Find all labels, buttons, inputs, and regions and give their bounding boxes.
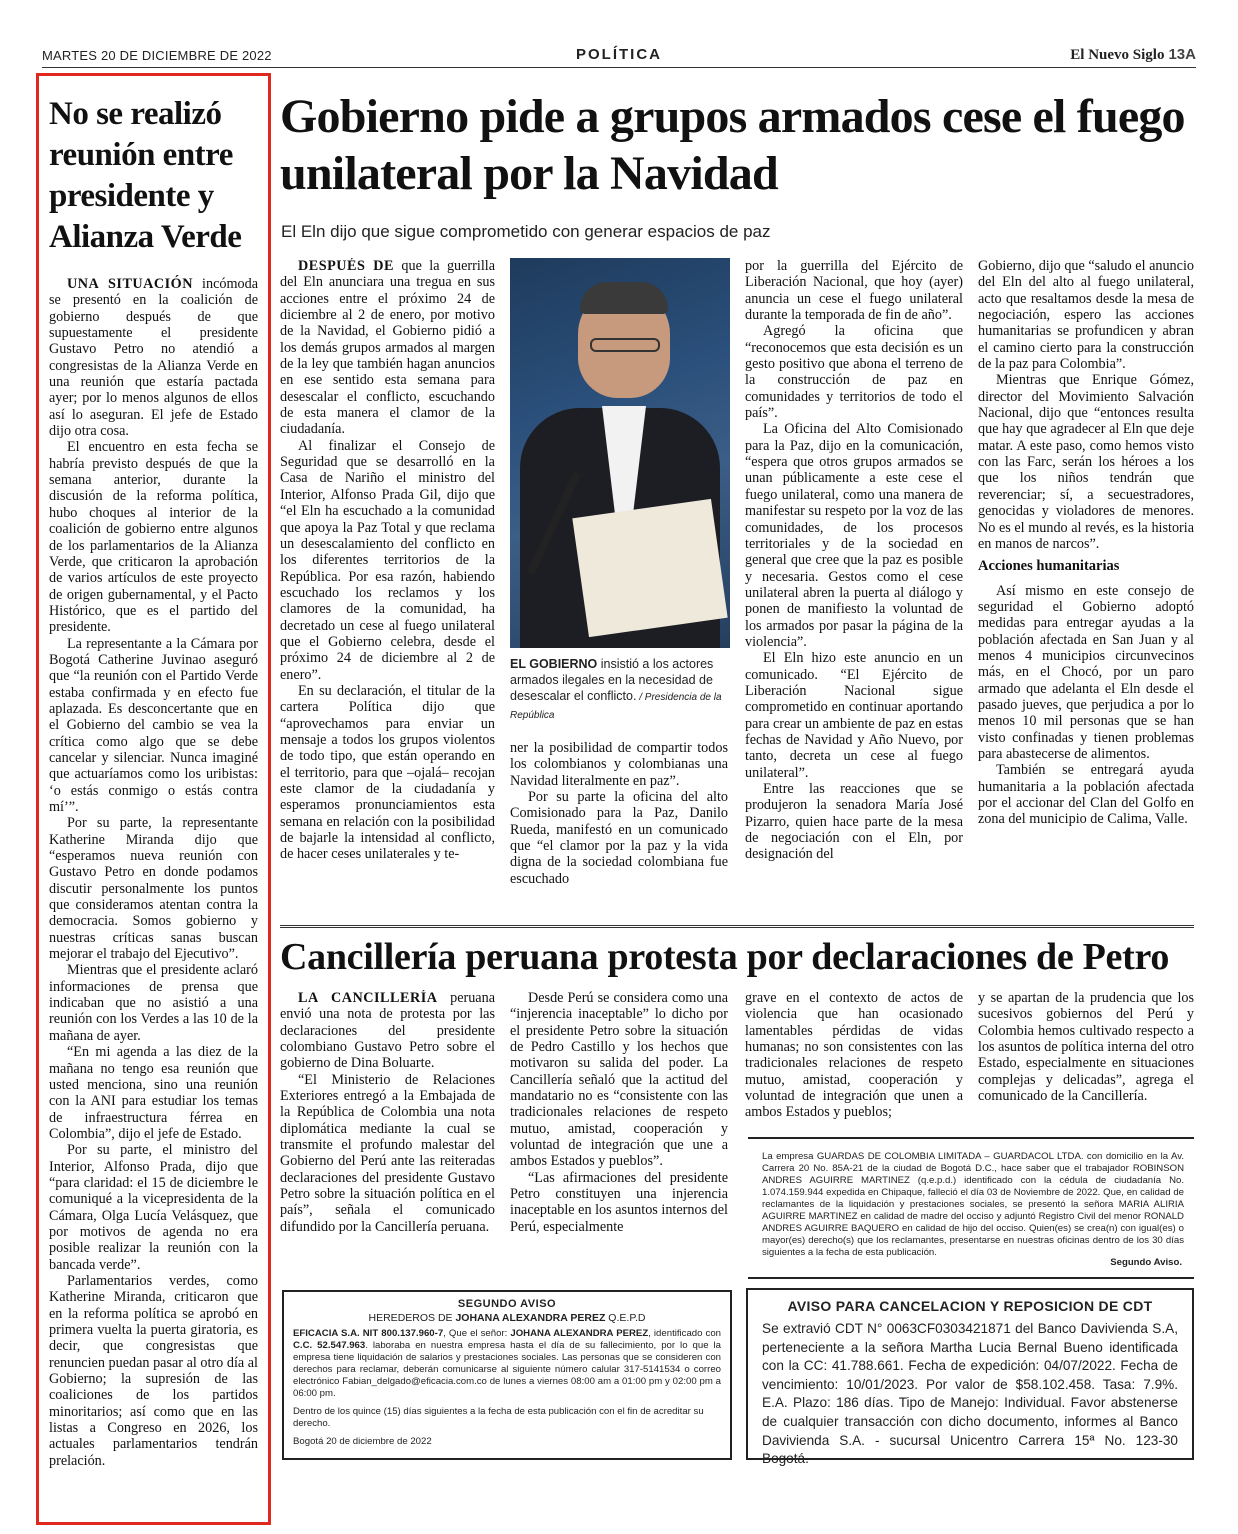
left-paragraph: Parlamentarios verdes, como Katherine Miranda, criticaron que en la reforma política se aprobó en primera vuelta la puerta giratoria, es decir, que congresistas que renuncien puedan pasar al otro día al Gobierno; la supresión de las coaliciones de los partidos minoritarios; así como que en las listas a Congreso en 2026, los actuales parlamentarios tendrán prelación. bbox=[49, 1272, 258, 1469]
left-paragraph: La representante a la Cámara por Bogotá Catherine Juvinao aseguró que “la reunión con el Partido Verde estaba confirmada y en efecto fue aplazada. Es desconcertante que en el Gobierno del cambio se vea la crítica como algo que se debe cancelar y silenciar. Nunca imaginé que actuaríamos como los uribistas: ‘o estás conmigo o estás contra mí’”. bbox=[49, 635, 258, 815]
newspaper-brand bbox=[1070, 46, 1196, 64]
section-divider bbox=[280, 927, 1194, 928]
second-column-2 bbox=[510, 990, 728, 1270]
paragraph: “Las afirmaciones del presidente Petro constituyen una injerencia inaceptable en los asuntos internos del Perú, especialmente bbox=[510, 1169, 728, 1235]
paragraph: La Oficina del Alto Comisionado para la Paz, dijo en la comunicación, “espera que otros grupos armados se unan públicamente a este cese el fuego unilateral, como una manera de manifestar su respeto por la voz de las comunidades, de los procesos territoriales y de la sociedad en general que cree que la paz es posible y necesaria. Gestos como el cese unilateral abren la puerta al diálogo y ponen de manifiesto la voluntad de los armados por pasar la página de la violencia”. bbox=[745, 421, 963, 650]
paragraph: Así mismo en este consejo de seguridad el Gobierno adoptó medidas para entregar ayudas a la población afectada en San Juan y al menos 4 municipios circunvecinos más, en el Chocó, por un paro armado que adelanta el Eln desde el pasado jueves, que perjudica a por lo menos 10 mil personas que se han visto confinadas y tienen problemas para abastecerse de alimentos. bbox=[978, 582, 1194, 762]
second-column-1 bbox=[280, 990, 495, 1270]
issue-date: MARTES 20 DE DICIEMBRE DE 2022 bbox=[42, 48, 272, 63]
left-paragraph: Por su parte, la representante Katherine Miranda dijo que “esperamos nueva reunión con Gustavo Petro en donde podamos discutir personalmente los puntos que consideramos atentan contra la democracia. Somos gobierno y nuestras críticas sanas buscan mejorar el trabajo del Ejecutivo”. bbox=[49, 815, 258, 963]
second-column-3 bbox=[745, 990, 963, 1130]
paragraph: Entre las reacciones que se produjeron la senadora María José Pizarro, quien hace parte de la mesa de negociación con el Eln, por designación del bbox=[745, 781, 963, 863]
paragraph: y se apartan de la prudencia que los sucesivos gobiernos del Perú y Colombia hemos cultivado respecto a los asuntos de política interna del otro Estado, especialmente en situaciones complejas y delicadas”, agrega el comunicado de la Cancillería. bbox=[978, 990, 1194, 1105]
page-header bbox=[42, 44, 1196, 66]
paragraph: En su declaración, el titular de la cartera Política dijo que “aprovechamos para enviar un mensaje a todos los grupos violentos de todo tipo, que están operando en el territorio, para que –ojalá– recojan este clamor de la ciudadanía y esperamos pronunciamientos esta semana en relación con la posibilidad de bajarle la intensidad al conflicto, de hacer ceses unilaterales y te- bbox=[280, 682, 495, 863]
notice-body: EFICACIA S.A. NIT 800.137.960-7, Que el señor: JOHANA ALEXANDRA PEREZ, identificado con C.C. 52.547.963. laboraba en nuestra empresa hasta el día de su fallecimiento, por lo que la empresa tiene liquidación de salarios y prestaciones sociales. Las personas que se consideren con derechos para reclamar, deberán comunicarse al siguiente número calular 317-5141534 o correo electrónico Fabian_delgado@eficacia.com.co de lunes a viernes 08:00 am a 01:00 pm y 02:00 pm a 06:00 pm. bbox=[293, 1328, 721, 1399]
paragraph: Agregó la oficina que “reconocemos que esta decisión es un gesto positivo que abona el terreno de la construcción de paz en comunidades y territorios de todo el país”. bbox=[745, 323, 963, 422]
lead-word: DESPUÉS DE bbox=[298, 258, 394, 274]
brand-name: El Nuevo Siglo bbox=[1070, 47, 1165, 63]
guardacol-notice bbox=[748, 1137, 1194, 1279]
notice-title: SEGUNDO AVISO bbox=[457, 1298, 557, 1310]
section-divider bbox=[280, 925, 1194, 926]
photo-credit: / Presidencia de la República bbox=[510, 692, 722, 721]
paragraph: Mientras que Enrique Gómez, director del Movimiento Salvación Nacional, dijo que “entonces resulta que hay que agradecer al Eln que deje matar. A este paso, como hemos visto con las Farc, serán los héroes a los que los niños tendrán que reverenciar; sí, a secuestradores, genocidas y violadores de menores. No es el mundo al revés, es la historia en manos de narcos”. bbox=[978, 372, 1194, 552]
left-paragraph: Mientras que el presidente aclaró informaciones de prensa que indicaban que no asistió a una reunión con los Verdes a las 10 de la mañana de ayer. bbox=[49, 962, 258, 1044]
left-article bbox=[36, 73, 271, 1525]
main-headline: Gobierno pide a grupos armados cese el fuego unilateral por la Navidad bbox=[280, 90, 1185, 200]
paragraph: por la guerrilla del Ejército de Liberación Nacional, que hoy (ayer) anuncia un cese el fuego unilateral durante la temporada de fin de año”. bbox=[745, 258, 963, 324]
main-column-1 bbox=[280, 258, 495, 910]
left-article-body bbox=[49, 276, 258, 1469]
paragraph: LA CANCILLERÍA peruana envió una nota de protesta por las declaraciones del presidente colombiano Gustavo Petro sobre el gobierno de Dina Boluarte. bbox=[280, 990, 495, 1072]
section-title: POLÍTICA bbox=[576, 46, 662, 63]
left-paragraph: Por su parte, el ministro del Interior, Alfonso Prada, dijo que “para claridad: el 15 de diciembre le comuniqué a la vicepresidenta de la Cámara, Olga Lucía Velásquez, que por motivos de agenda no era posible realizar la reunión con la bancada verde”. bbox=[49, 1142, 258, 1273]
notice-body: Se extravió CDT N° 0063CF0303421871 del Banco Davivienda S.A, perteneciente a la señora Martha Lucia Bernal Bueno identificada con la CC: 41.788.661. Fecha de expedición: 04/07/2022. Fecha de vencimiento: 10/01/2023. Por valor de $58.102.458. Tasa: 7.9%. E.A. Plazo: 186 días. Tipo de Manejo: Individual. Favor abstenerse de cualquier transacción con dicho documento, informes al Banco Davivienda S.A. - sucursal Unicentro Carrera 15ª No. 123-30 Bogotá. bbox=[762, 1321, 1178, 1467]
left-article-title: No se realizó reunión entre presidente y Alianza Verde bbox=[49, 96, 242, 255]
main-column-3 bbox=[745, 258, 963, 910]
left-paragraph: “En mi agenda a las diez de la mañana no tengo esa reunión que usted menciona, sino una reunión con la ANI para estudiar los temas de infraestructura férrea en Colombia”, dijo el jefe de Estado. bbox=[49, 1044, 258, 1142]
notice-body-2: Dentro de los quince (15) días siguientes a la fecha de esta publicación con el fin de acreditar su derecho. bbox=[293, 1406, 704, 1429]
paragraph: “El Ministerio de Relaciones Exteriores entregó a la Embajada de la República de Colombia una nota diplomática mediante la cual se transmite el profundo malestar del Gobierno del Perú ante las reiteradas declaraciones del presidente Gustavo Petro sobre la situación política en el país”, señala el comunicado difundido por la Cancillería peruana. bbox=[280, 1071, 495, 1235]
left-paragraph: UNA SITUACIÓN incómoda se presentó en la coalición de gobierno después de que supuestamente el presidente Gustavo Petro no atendió a congresistas de la Alianza Verde en una reunión que estaría pactada ayer; por lo menos algunos de ellos así lo aseguran. El jefe de Estado dijo otra cosa. bbox=[49, 276, 259, 440]
second-column-4 bbox=[978, 990, 1194, 1130]
paragraph: grave en el contexto de actos de violencia que han ocasionado lamentables pérdidas de vidas humanas; no son consistentes con las tradicionales relaciones de respeto mutuo, amistad, cooperación y voluntad de integración que unen a ambos Estados y pueblos; bbox=[745, 990, 963, 1121]
left-paragraph: El encuentro en esta fecha se habría previsto después de que la semana anterior, durante la discusión de la reforma política, hubo choques al interior de la coalición de gobierno entre algunos de los parlamentarios de la Alianza Verde, que criticaron la aprobación de varios artículos de este proyecto de origen gubernamental, y el Pacto Histórico, que es el partido del presidente. bbox=[49, 439, 258, 636]
notice-text: La empresa GUARDAS DE COLOMBIA LIMITADA – GUARDACOL LTDA. con domicilio en la Av. Carrera 20 No. 85A-21 de la ciudad de Bogotá D.C., hace saber que el trabajador ROBINSON ANDRES AGUIRRE MARTINEZ (q.e.p.d.) identificado con la cédula de ciudadanía No. 1.074.159.944 expedida en Chipaque, falleció el día 03 de Noviembre de 2022. Que, en calidad de reclamantes de la liquidación y prestaciones sociales, se presentó la señora MARIA ALIRIA AGUIRRE MARTINEZ en calidad de madre del occiso y adjuntó Registro Civil del menor RONALD ANDRES AGUIRRE BAQUERO en calidad de hijo del occiso. Quien(es) se crea(n) con igual(es) o mayor(es) derecho(s) que los reclamantes, presentarse en nuestras oficinas dentro de los 30 días siguientes a la fecha de esta publicación. bbox=[762, 1151, 1184, 1258]
paragraph: También se entregará ayuda humanitaria a la población afectada por el accionar del Clan del Golfo en zona del municipio de Calima, Valle. bbox=[978, 762, 1194, 828]
cdt-notice bbox=[746, 1288, 1194, 1467]
page-number: 13A bbox=[1168, 46, 1196, 63]
minister-photo bbox=[510, 258, 730, 648]
paragraph: Por su parte la oficina del alto Comisionado para la Paz, Danilo Rueda, manifestó en un comunicado que “el clamor por la paz y la vida digna de la sociedad colombiana fue escuchado bbox=[510, 789, 728, 887]
second-headline: Cancillería peruana protesta por declaraciones de Petro bbox=[280, 936, 1170, 978]
notice-title: AVISO PARA CANCELACION Y REPOSICION DE CDT bbox=[787, 1298, 1153, 1314]
segundo-aviso-notice bbox=[282, 1290, 732, 1460]
lead-word: UNA SITUACIÓN bbox=[67, 276, 193, 292]
paragraph: El Eln hizo este anuncio en un comunicado. “El Ejército de Liberación Nacional sigue comprometido en continuar aportando para crear un ambiente de paz en estas fechas de Navidad y Año Nuevo, por tanto, decreta un cese al fuego unilateral”. bbox=[745, 650, 963, 781]
main-column-2 bbox=[510, 740, 728, 910]
main-column-4 bbox=[978, 258, 1194, 910]
main-subhead: El Eln dijo que sigue comprometido con generar espacios de paz bbox=[281, 222, 771, 241]
notice-heirs: HEREDEROS DE JOHANA ALEXANDRA PEREZ Q.E.P.D bbox=[368, 1312, 646, 1324]
notice-sign: Segundo Aviso. bbox=[1110, 1257, 1182, 1268]
paragraph: Gobierno, dijo que “saludo el anuncio del Eln del alto al fuego unilateral, acto que resaltamos desde la mesa de negociación, espero las acciones humanitarias se profundicen y abran el camino cierto para la construcción de la paz para Colombia”. bbox=[978, 258, 1194, 373]
paragraph: DESPUÉS DE que la guerrilla del Eln anunciara una tregua en sus acciones entre el próximo 24 de diciembre al 2 de enero, por motivo de la Navidad, el Gobierno pidió a los demás grupos armados al margen de la ley que también hagan anuncios en ese sentido esta semana para desescalar el conflicto, escuchando de esta manera el clamor de la ciudadanía. bbox=[280, 258, 495, 438]
subheading: Acciones humanitarias bbox=[978, 558, 1120, 575]
paragraph: ner la posibilidad de compartir todos los colombianos y colombianas una Navidad literalmente en paz”. bbox=[510, 740, 728, 789]
notice-date: Bogotá 20 de diciembre de 2022 bbox=[293, 1436, 432, 1447]
lead-word: LA CANCILLERÍA bbox=[298, 990, 438, 1006]
photo-caption: EL GOBIERNO insistió a los actores armados ilegales en la necesidad de desescalar el conflicto. / Presidencia de la República bbox=[510, 657, 722, 721]
paragraph: Desde Perú se considera como una “injerencia inaceptable” lo dicho por el presidente Petro sobre la situación de Pedro Castillo y los hechos que motivaron su salida del poder. La Cancillería señaló que la actitud del mandatario no es “consistente con las tradicionales relaciones de respeto mutuo, amistad, cooperación y voluntad de integración que une a ambos Estados y pueblos”. bbox=[510, 990, 728, 1170]
header-rule bbox=[42, 67, 1196, 68]
paragraph: Al finalizar el Consejo de Seguridad que se desarrolló en la Casa de Nariño el ministro del Interior, Alfonso Prada Gil, dijo que “el Eln ha escuchado a la comunidad que apoya la Paz Total y que reclama un desescalamiento del conflicto en los diferentes territorios de la República. Por esa razón, habiendo escuchado los reclamos y los clamores de la comunidad, ha decretado un cese al fuego unilateral que el Gobierno celebra, desde el próximo 24 de diciembre al 2 de enero”. bbox=[280, 437, 495, 683]
